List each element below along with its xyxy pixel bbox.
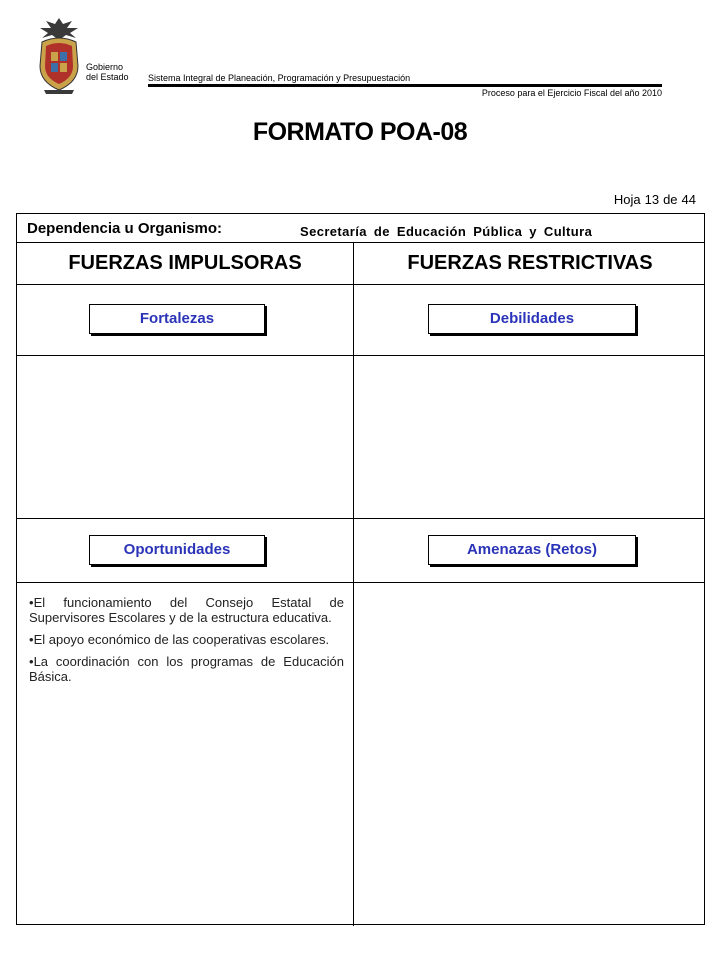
sheet-label: Hoja	[613, 192, 641, 207]
forces-header-row	[17, 243, 704, 285]
weaknesses-label: Debilidades	[428, 304, 636, 334]
dependency-value: Secretaría de Educación Pública y Cultura	[300, 224, 593, 239]
sheet-total: 44	[681, 192, 696, 207]
government-line-2: del Estado	[86, 72, 129, 82]
dependency-row	[17, 214, 704, 243]
list-item: • El apoyo económico de las cooperativas escolares.	[29, 632, 344, 647]
sheet-current: 13	[644, 192, 660, 207]
opportunities-threats-label-row	[17, 519, 704, 583]
opportunities-label: Oportunidades	[89, 535, 265, 565]
dependency-label: Dependencia u Organismo:	[27, 220, 223, 237]
swot-form	[16, 213, 705, 925]
process-year: Proceso para el Ejercicio Fiscal del año 2010	[481, 88, 662, 98]
list-item: • El funcionamiento del Consejo Estatal de Supervisores Escolares y de la estructura educativa.	[29, 595, 344, 625]
list-item: • La coordinación con los programas de Educación Básica.	[29, 654, 344, 684]
opportunities-list	[29, 595, 344, 691]
sheet-counter	[610, 192, 696, 207]
government-line-1: Gobierno	[86, 62, 124, 72]
restraining-forces-heading: FUERZAS RESTRICTIVAS	[407, 252, 653, 274]
strengths-weaknesses-label-row	[17, 285, 704, 356]
system-name: Sistema Integral de Planeación, Programación y Presupuestación	[148, 73, 411, 83]
government-label	[86, 62, 129, 82]
threats-label: Amenazas (Retos)	[428, 535, 636, 565]
header-divider	[148, 84, 662, 87]
sheet-of: de	[663, 192, 678, 207]
page-title: FORMATO POA-08	[252, 118, 468, 146]
state-seal-logo	[34, 16, 84, 96]
strengths-weaknesses-content-row	[17, 356, 704, 519]
strengths-label: Fortalezas	[89, 304, 265, 334]
driving-forces-heading: FUERZAS IMPULSORAS	[68, 252, 302, 274]
